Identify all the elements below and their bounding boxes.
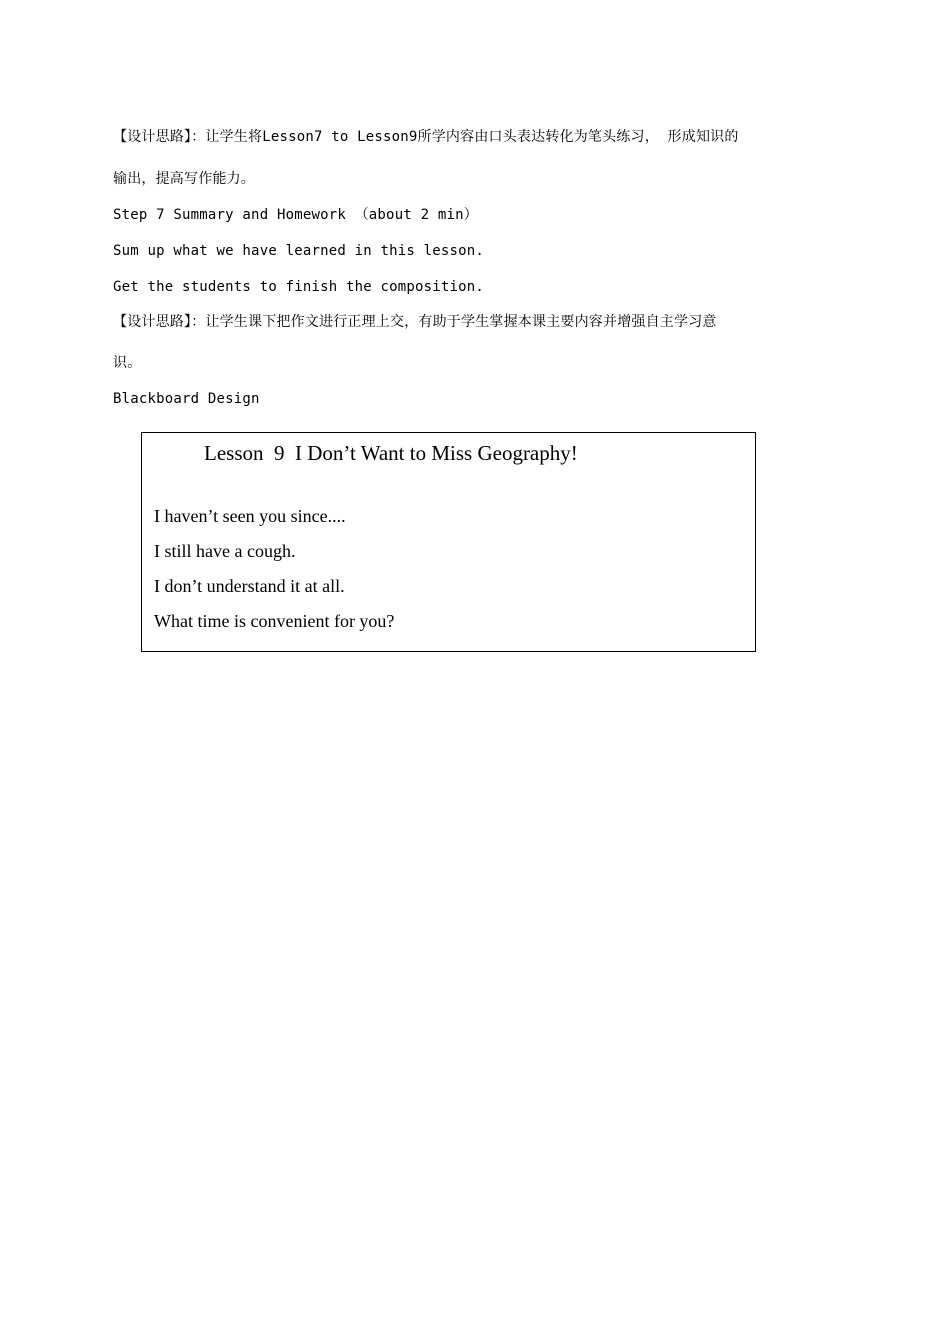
design-note-1-line-2: 输出，提高写作能力。 xyxy=(113,171,255,187)
design-note-2-line-1: 【设计思路】：让学生课下把作文进行正理上交，有助于学生掌握本课主要内容并增强自主学习意 xyxy=(113,314,717,330)
blackboard-title: Lesson 9 I Don’t Want to Miss Geography! xyxy=(204,441,578,465)
step7-heading: Step 7 Summary and Homework （about 2 min） xyxy=(113,207,478,223)
blackboard-line: What time is convenient for you? xyxy=(154,611,395,631)
blackboard-line: I don’t understand it at all. xyxy=(154,576,345,596)
blackboard-line: I still have a cough. xyxy=(154,541,296,561)
blackboard-line: I haven’t seen you since.... xyxy=(154,506,346,526)
step7-line-1: Sum up what we have learned in this lesson. xyxy=(113,243,485,259)
blackboard-design-heading: Blackboard Design xyxy=(113,391,260,407)
step7-line-2: Get the students to finish the composition. xyxy=(113,279,485,295)
design-note-1-line-1: 【设计思路】：让学生将Lesson7 to Lesson9所学内容由口头表达转化为笔头练习， 形成知识的 xyxy=(113,129,739,145)
blackboard-box xyxy=(141,432,756,652)
design-note-2-line-2: 识。 xyxy=(113,355,142,371)
